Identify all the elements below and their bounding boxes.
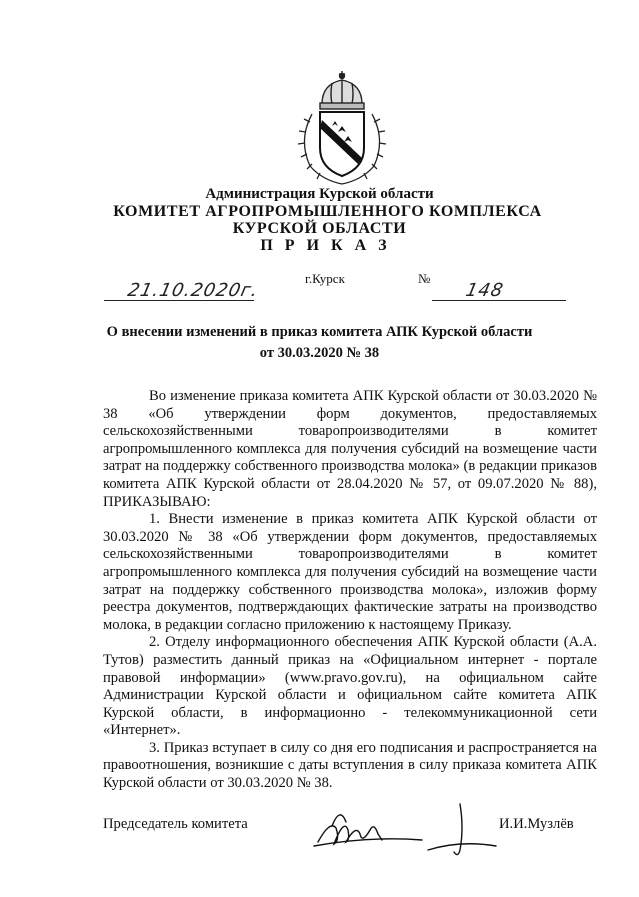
- crown-icon: [320, 71, 364, 109]
- order-title-line2: от 30.03.2020 № 38: [259, 345, 380, 361]
- coat-of-arms-emblem: [292, 70, 392, 188]
- handwritten-date: 21.10.2020г.: [125, 280, 261, 301]
- city-label: г.Курск: [305, 271, 345, 286]
- paragraph-item-2: 2. Отделу информационного обеспечения АПК Курской области (А.А. Тутов) разместить данный приказ на «Официальном интернет - портале правовой информации» (www.pravo.gov.ru), на официальном сайте Администрации Курской области и официальном сайте комитета АПК Курской области, в информационно - телекоммуникационной сети «Интернет».: [103, 634, 597, 739]
- committee-name-line2: КУРСКОЙ ОБЛАСТИ: [232, 220, 407, 237]
- document-type: П Р И К А З: [260, 237, 391, 254]
- paragraph-item-1: 1. Внести изменение в приказ комитета АПК Курской области от 30.03.2020 № 38 «Об утверждении форм документов, предоставляемых сельскохозяйственными товаропроизводителями в комитет агропромышленного комплекса для получения субсидий на возмещение части затрат на поддержку собственного производства молока», изложив форму реестра документов, подтверждающих фактические затраты на производство молока, в редакции согласно приложению к настоящему Приказу.: [103, 511, 597, 633]
- date-underline: [104, 300, 254, 301]
- number-sign: №: [418, 271, 431, 286]
- paragraph-item-3: 3. Приказ вступает в силу со дня его подписания и распространяется на правоотношения, возникшие с даты вступления в силу приказа комитета АПК Курской области от 30.03.2020 № 38.: [103, 739, 597, 792]
- order-title-line1: О внесении изменений в приказ комитета АПК Курской области: [106, 324, 533, 340]
- handwritten-number: 148: [463, 280, 506, 301]
- committee-name-line1: КОМИТЕТ АГРОПРОМЫШЛЕННОГО КОМПЛЕКСА: [113, 203, 542, 220]
- shield-icon: [320, 112, 364, 176]
- signatory-name: И.И.Музлёв: [499, 816, 574, 832]
- handwritten-signature: [310, 800, 500, 862]
- administration-name: Администрация Курской области: [205, 186, 434, 202]
- number-underline: [432, 300, 566, 301]
- order-body: [103, 388, 597, 793]
- paragraph-preamble: Во изменение приказа комитета АПК Курской области от 30.03.2020 № 38 «Об утверждении форм документов, предоставляемых сельскохозяйственными товаропроизводителями в комитет агропромышленного комплекса для получения субсидий на возмещение части затрат на поддержку собственного производства молока» (в редакции приказов комитета АПК Курской области от 28.04.2020 № 57, от 09.07.2020 № 88), ПРИКАЗЫВАЮ:: [103, 388, 597, 510]
- signatory-role: Председатель комитета: [103, 816, 248, 832]
